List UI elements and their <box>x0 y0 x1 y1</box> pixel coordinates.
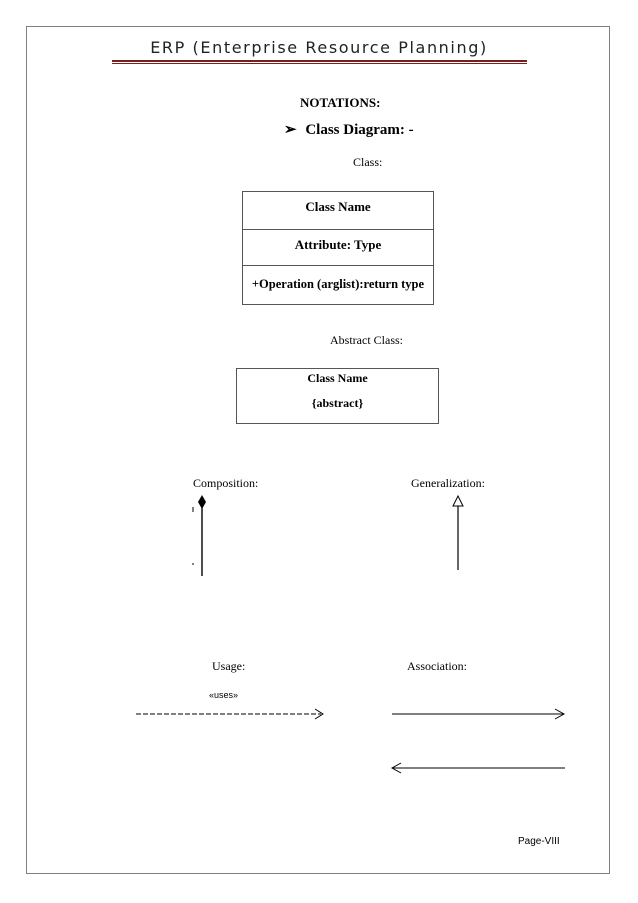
document-header-title: ERP (Enterprise Resource Planning) <box>150 38 488 57</box>
generalization-label: Generalization: <box>411 476 485 490</box>
section-title: Class Diagram: - <box>305 122 414 138</box>
page-number: Page-VIII <box>518 836 560 847</box>
generalization-triangle-icon <box>453 496 463 506</box>
abstract-class-name: Class Name <box>307 371 368 385</box>
class-attribute-compartment: Attribute: Type <box>243 229 433 266</box>
composition-label: Composition: <box>193 476 259 490</box>
abstract-class-label: Abstract Class: <box>330 333 403 347</box>
abstract-stereotype: {abstract} <box>311 396 364 410</box>
class-operation-compartment: +Operation (arglist):return type <box>243 265 433 306</box>
arrow-bullet-icon: ➢ <box>284 122 297 138</box>
class-name-compartment: Class Name <box>305 199 371 214</box>
uses-stereotype: «uses» <box>209 690 239 700</box>
class-label: Class: <box>353 155 383 169</box>
association-label: Association: <box>407 659 467 673</box>
usage-label: Usage: <box>212 659 246 673</box>
notations-heading: NOTATIONS: <box>300 95 381 110</box>
composition-diamond-icon <box>198 495 206 509</box>
